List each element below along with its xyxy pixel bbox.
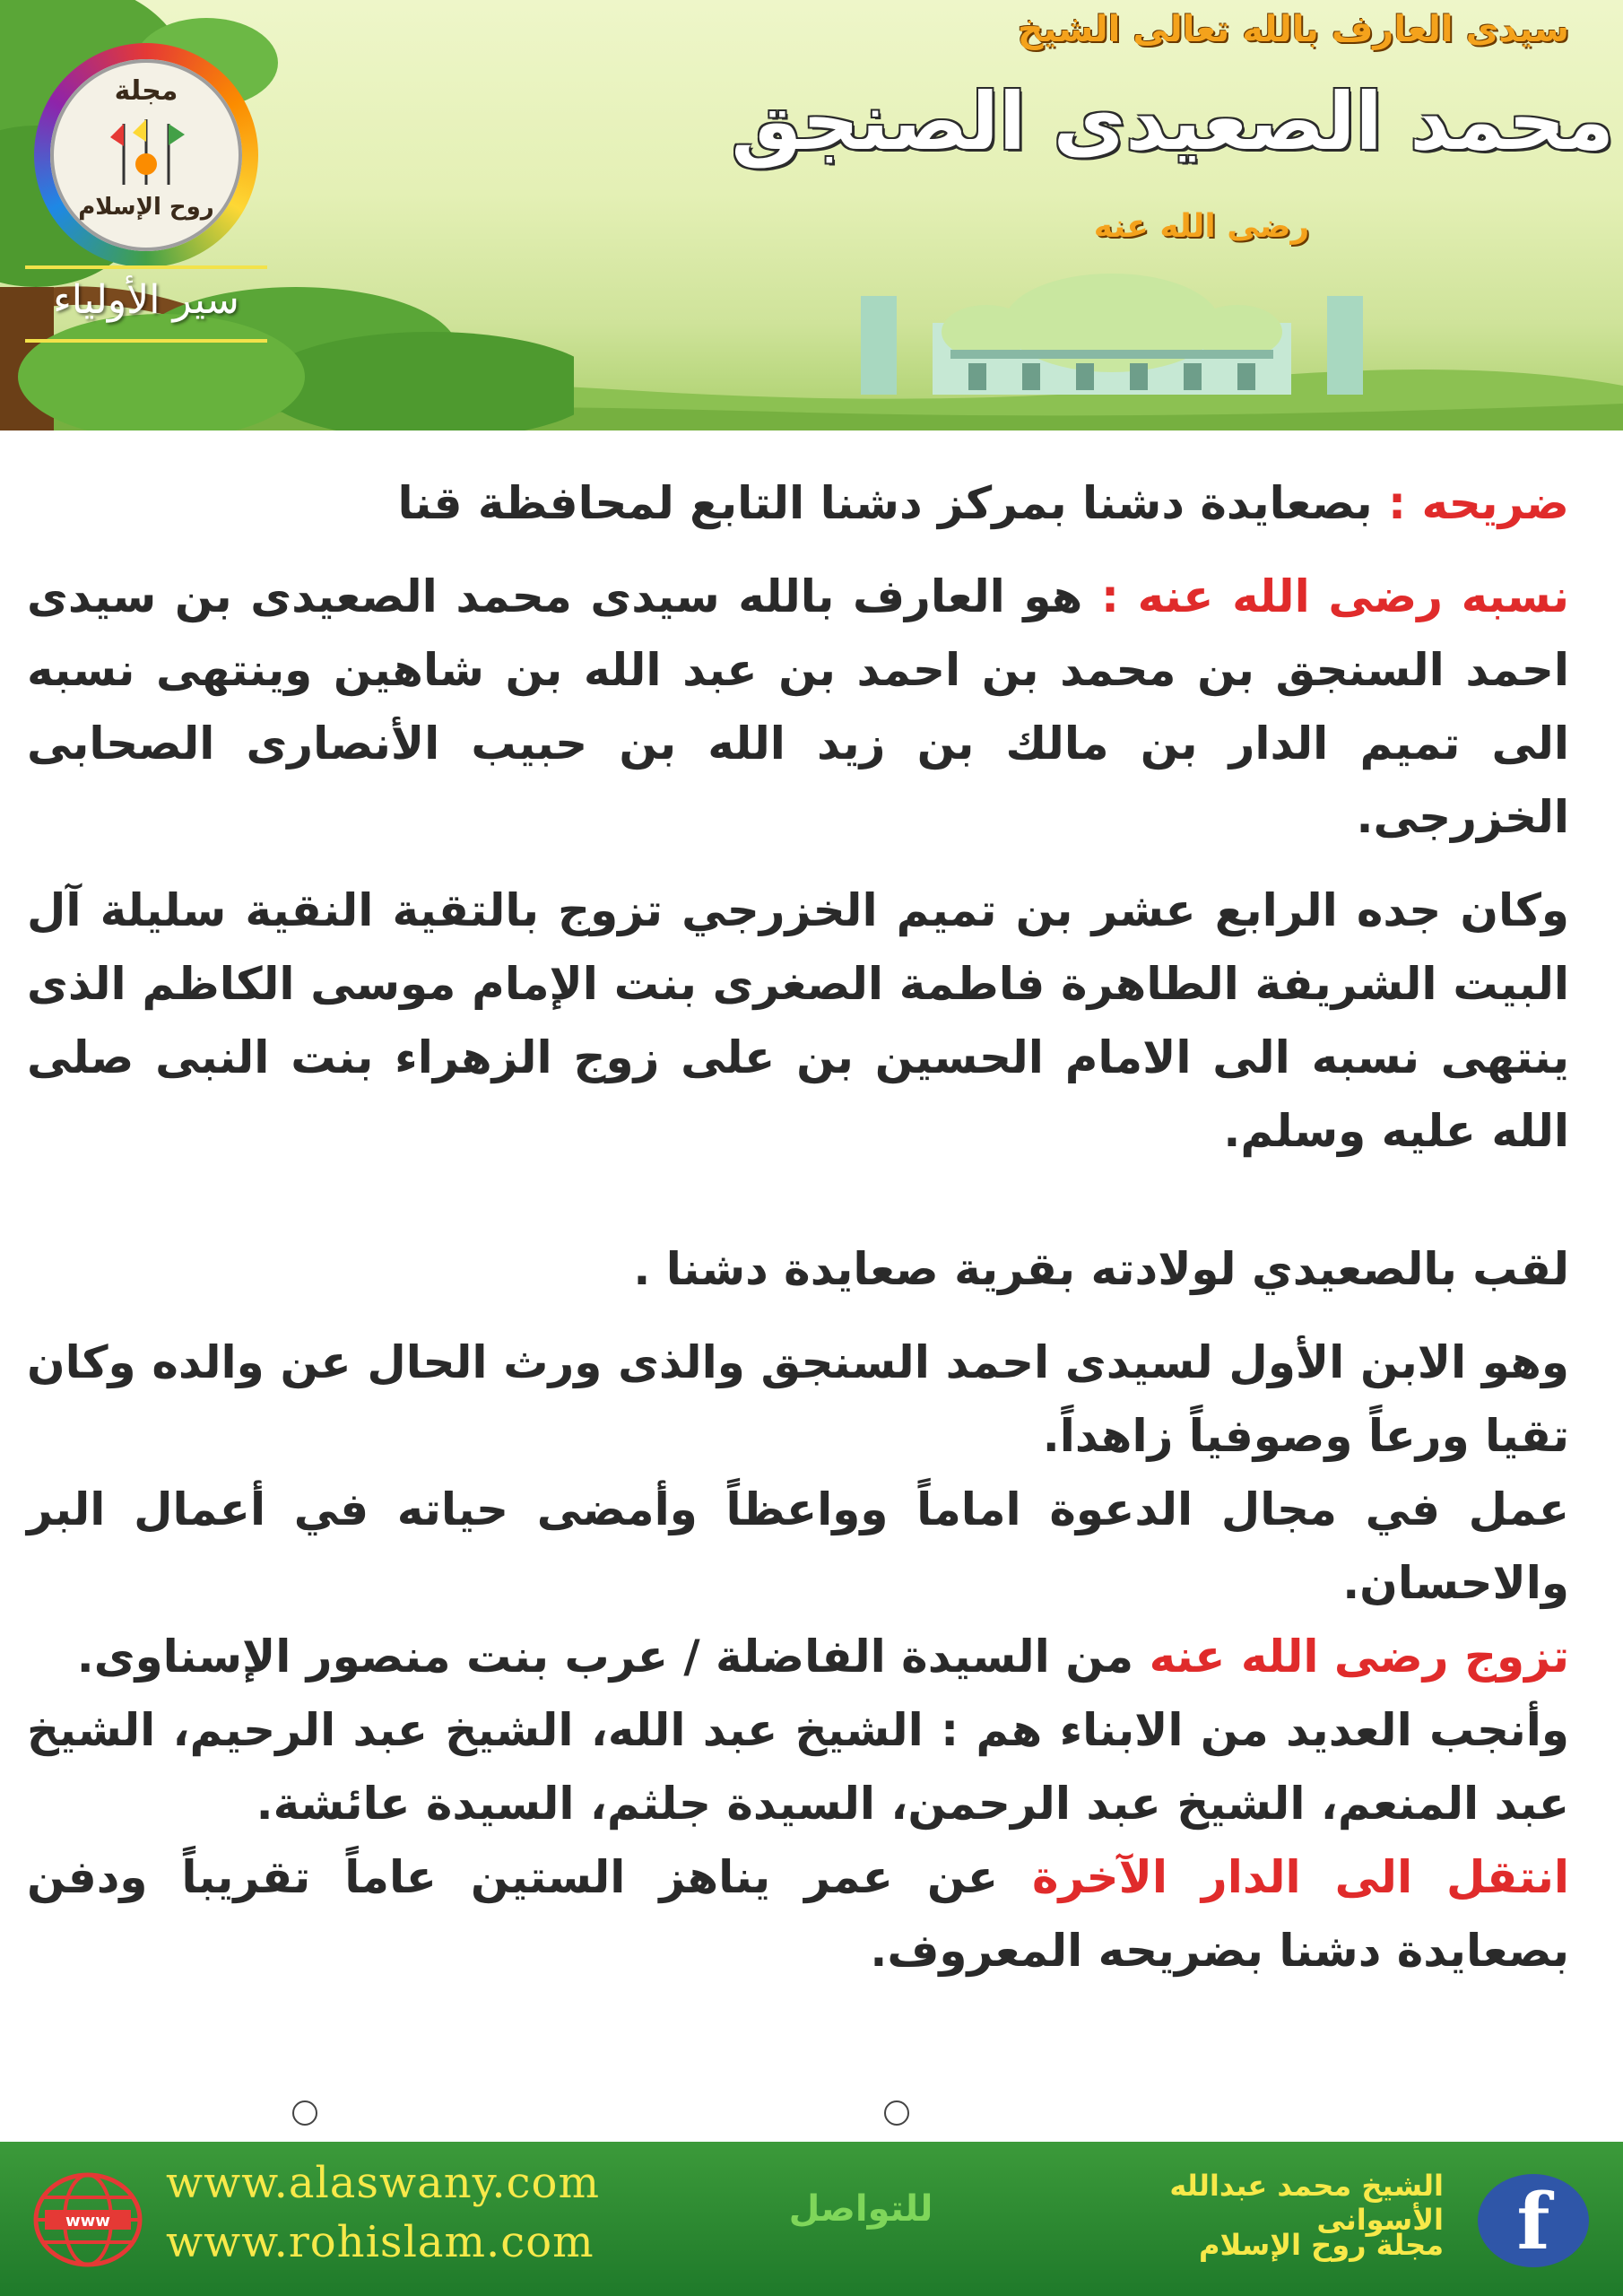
paragraph-ancestry: وكان جده الرابع عشر بن تميم الخزرجي تزوج بالتقية النقية سليلة آل البيت الشريفة الطاهرة فاطمة الصغرى بنت الإمام موسى الكاظم الذى ينتهى نسبه الى الامام الحسين بن على زوج الزهراء بنت النبى صلى الله عليه وسلم. (27, 884, 1569, 1157)
author-name: الشيخ محمد عبدالله الأسوانى (1169, 2169, 1444, 2237)
globe-www-icon[interactable] (32, 2170, 143, 2269)
circle-mark (292, 2100, 317, 2126)
paragraph-title: لقب بالصعيدي لولادته بقرية صعايدة دشنا . (633, 1243, 1569, 1295)
footer (0, 2142, 1623, 2296)
marriage-label: تزوج رضى الله عنه (1149, 1631, 1569, 1683)
contact-label: للتواصل (788, 2188, 933, 2230)
paragraph-children: وأنجب العديد من الابناء هم : الشيخ عبد الله، الشيخ عبد الرحيم، الشيخ عبد المنعم، الشيخ عبد الرحمن، السيدة جلثم، السيدة عائشة. (27, 1704, 1569, 1830)
series-label: سير الأولياء (25, 265, 267, 343)
logo-bottom-text: روح الإسلام (78, 194, 214, 221)
death-label: انتقل الى الدار الآخرة (1031, 1851, 1569, 1903)
lineage-label: نسبه رضى الله عنه : (1100, 570, 1569, 622)
death-text: عن عمر يناهز الستين عاماً تقريباً ودفن بصعايدة دشنا بضريحه المعروف. (27, 1851, 1569, 1977)
header-subtitle: سيدى العارف بالله تعالى الشيخ (1017, 9, 1569, 50)
circle-mark (884, 2100, 909, 2126)
lineage-text: هو العارف بالله سيدى محمد الصعيدى بن سيدى احمد السنجق بن محمد بن احمد بن عبد الله بن شاهين وينتهى نسبه الى تميم الدار بن مالك بن زيد الله بن حبيب الأنصارى الصحابى الخزرجى. (27, 570, 1569, 843)
flags-icon (106, 115, 187, 187)
header-banner (0, 0, 1623, 430)
logo-top-text: مجلة (114, 75, 178, 107)
shrine-label: ضريحه : (1388, 477, 1569, 529)
page-title: محمد الصعيدى الصنجق (731, 75, 1614, 168)
globe-label: www (65, 2212, 110, 2231)
mosque-illustration (861, 260, 1363, 395)
paragraph-lineage (27, 560, 1569, 854)
shrine-text: بصعايدة دشنا بمركز دشنا التابع لمحافظة قنا (397, 477, 1389, 529)
website-link-alaswany[interactable]: www.alaswany.com (166, 2158, 600, 2208)
paragraph-work: عمل في مجال الدعوة اماماً وواعظاً وأمضى حياته في أعمال البر والاحسان. (27, 1483, 1569, 1609)
magazine-name: مجلة روح الإسلام (1198, 2228, 1444, 2262)
website-link-rohislam[interactable]: www.rohislam.com (166, 2217, 595, 2267)
facebook-icon[interactable]: f (1478, 2174, 1589, 2267)
paragraph-death (27, 1840, 1569, 1987)
marriage-text: من السيدة الفاضلة / عرب بنت منصور الإسناوى. (76, 1631, 1150, 1683)
article-body (27, 466, 1569, 1987)
paragraph-son: وهو الابن الأول لسيدى احمد السنجق والذى ورث الحال عن والده وكان تقيا ورعاً وصوفياً زاهداً. (27, 1336, 1569, 1462)
paragraph-marriage (27, 1620, 1569, 1693)
paragraph-shrine (27, 466, 1569, 540)
header-dua: رضى الله عنه (1093, 208, 1310, 245)
magazine-logo (34, 43, 258, 267)
